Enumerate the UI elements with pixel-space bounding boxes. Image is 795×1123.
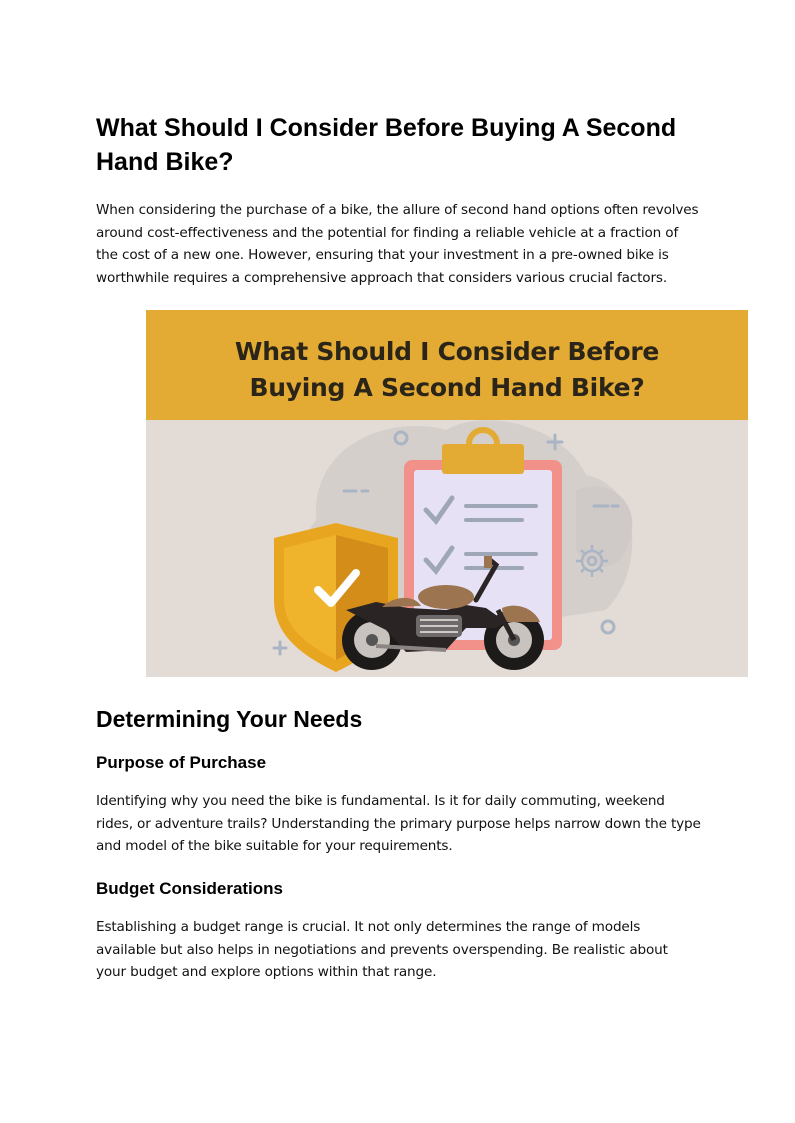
hero-banner-image [146, 310, 748, 677]
purpose-paragraph: Identifying why you need the bike is fundamental. Is it for daily commuting, weekend rides, or adventure trails? Understanding the primary purpose helps narrow down the type and model of the bike suitable for your requirements. [96, 793, 701, 854]
subheading-budget: Budget Considerations [96, 879, 284, 898]
banner-illustration [146, 310, 748, 677]
budget-paragraph: Establishing a budget range is crucial. It not only determines the range of models available but also helps in negotiations and prevents overspending. Be realistic about your budget and explore options within that range. [96, 919, 668, 980]
banner-title-line-2: Buying A Second Hand Bike? [249, 373, 645, 402]
section-heading-determining-needs: Determining Your Needs [96, 706, 363, 732]
banner-title-line-1: What Should I Consider Before [234, 337, 660, 366]
page-title: What Should I Consider Before Buying A Second Hand Bike? [96, 114, 677, 176]
intro-paragraph: When considering the purchase of a bike, the allure of second hand options often revolves around cost-effectiveness and the potential for finding a reliable vehicle at a fraction of the cost of a new one. However, ensuring that your investment in a pre-owned bike is worthwhile requires a comprehensive approach that considers various crucial factors. [96, 202, 699, 286]
subheading-purpose: Purpose of Purchase [96, 753, 267, 772]
